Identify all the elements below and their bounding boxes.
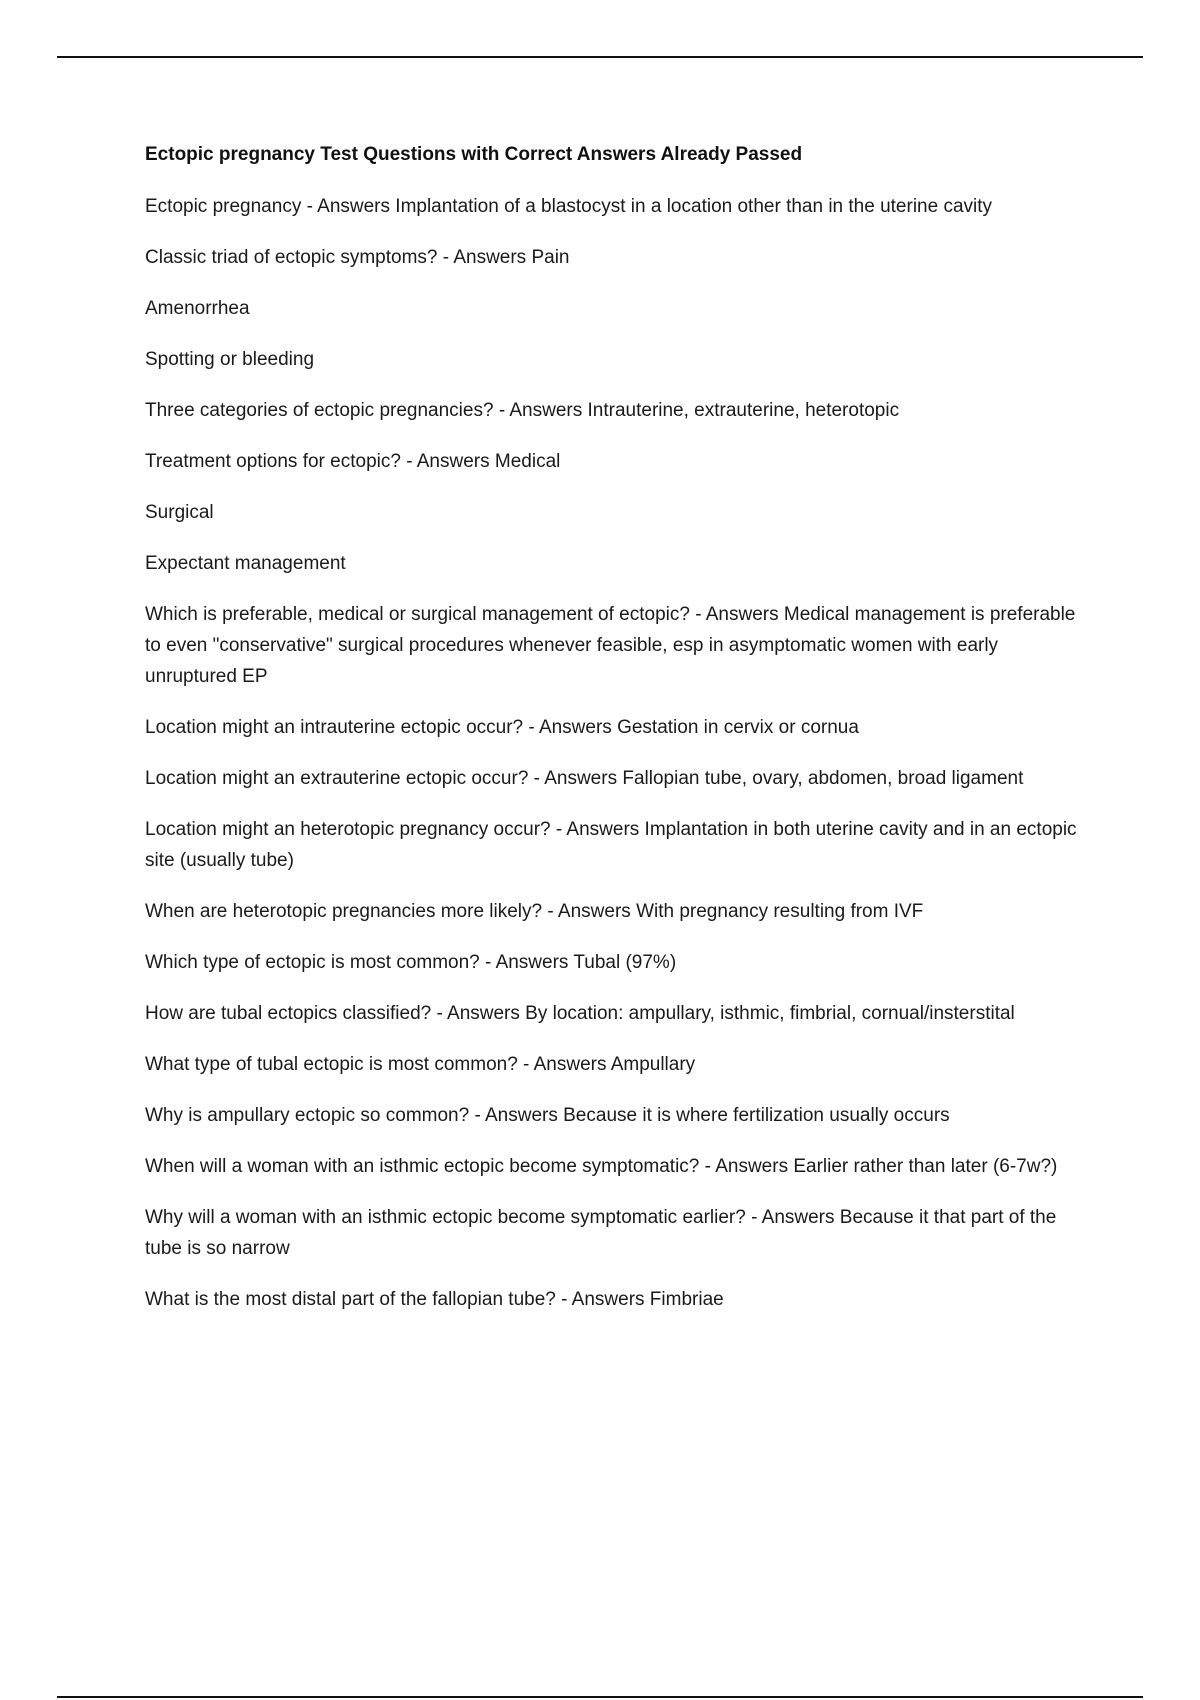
paragraph: Why will a woman with an isthmic ectopic become symptomatic earlier? - Answers Because it that part of the tube is so narrow — [145, 1207, 1057, 1259]
paragraph: Why is ampullary ectopic so common? - Answers Because it is where fertilization usually occurs — [145, 1105, 950, 1126]
document-body — [145, 140, 1095, 1335]
paragraph: When will a woman with an isthmic ectopic become symptomatic? - Answers Earlier rather than later (6-7w?) — [145, 1156, 1058, 1177]
paragraph: Treatment options for ectopic? - Answers Medical — [145, 451, 561, 472]
paragraph: Amenorrhea — [145, 298, 250, 319]
paragraph: Which type of ectopic is most common? - Answers Tubal (97%) — [145, 952, 677, 973]
paragraph: Location might an heterotopic pregnancy occur? - Answers Implantation in both uterine cavity and in an ectopic site (usually tube) — [145, 819, 1077, 871]
paragraph: What type of tubal ectopic is most common? - Answers Ampullary — [145, 1054, 696, 1075]
paragraph: Location might an intrauterine ectopic occur? - Answers Gestation in cervix or cornua — [145, 717, 859, 738]
footer-rule — [57, 1696, 1143, 1698]
document-title: Ectopic pregnancy Test Questions with Correct Answers Already Passed — [145, 144, 803, 165]
paragraph: Location might an extrauterine ectopic occur? - Answers Fallopian tube, ovary, abdomen, broad ligament — [145, 768, 1024, 789]
paragraph: Which is preferable, medical or surgical management of ectopic? - Answers Medical management is preferable to even "conservative" surgical procedures whenever feasible, esp in asymptomatic women with early unruptured EP — [145, 604, 1076, 687]
paragraph: Three categories of ectopic pregnancies? - Answers Intrauterine, extrauterine, heterotopic — [145, 400, 900, 421]
paragraph: Surgical — [145, 502, 214, 523]
paragraph: Expectant management — [145, 553, 346, 574]
paragraph: What is the most distal part of the fallopian tube? - Answers Fimbriae — [145, 1289, 724, 1310]
paragraph: Classic triad of ectopic symptoms? - Answers Pain — [145, 247, 570, 268]
paragraph: When are heterotopic pregnancies more likely? - Answers With pregnancy resulting from IVF — [145, 901, 924, 922]
paragraph: How are tubal ectopics classified? - Answers By location: ampullary, isthmic, fimbrial, cornual/insterstital — [145, 1003, 1015, 1024]
paragraph: Spotting or bleeding — [145, 349, 315, 370]
header-rule — [57, 56, 1143, 58]
paragraph: Ectopic pregnancy - Answers Implantation of a blastocyst in a location other than in the uterine cavity — [145, 196, 993, 217]
